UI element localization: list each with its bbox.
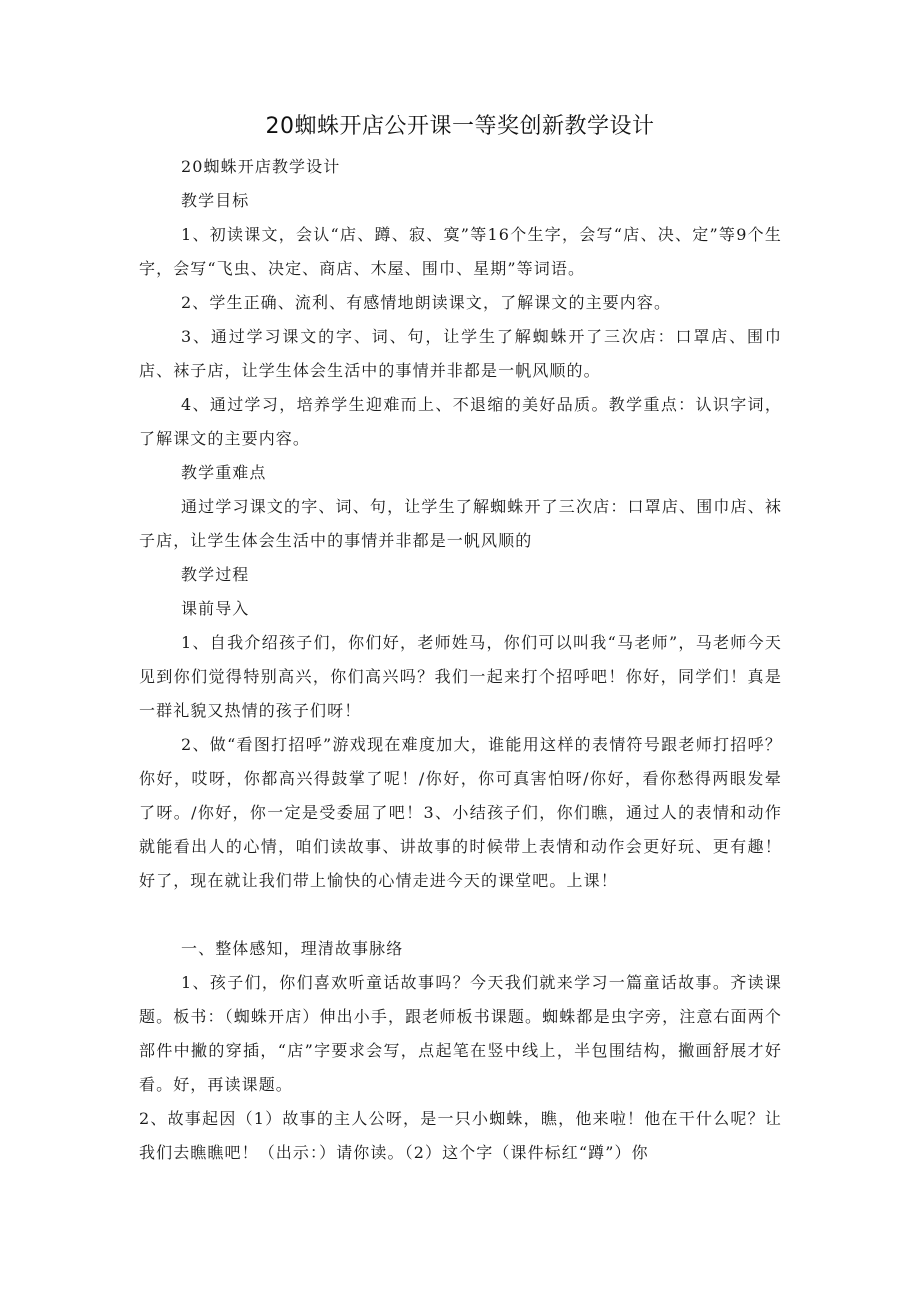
goal-2: 2、学生正确、流利、有感情地朗读课文，了解课文的主要内容。 [181, 293, 672, 312]
process-heading: 教学过程 [181, 565, 250, 584]
section-1-heading: 一、整体感知，理清故事脉络 [181, 939, 404, 958]
difficulty-heading: 教学重难点 [181, 463, 267, 482]
intro-paragraph-1: 1、自我介绍孩子们，你们好，老师姓马，你们可以叫我“马老师”，马老师今天见到你们觉得特别高兴，你们高兴吗？我们一起来打个招呼吧！你好，同学们！真是一群礼貌又热情的孩子们呀！ [139, 633, 782, 720]
goals-heading: 教学目标 [181, 191, 250, 210]
intro-paragraph-2: 2、做“看图打招呼”游戏现在难度加大，谁能用这样的表情符号跟老师打招呼？你好，哎呀，你都高兴得鼓掌了呢！/你好，你可真害怕呀/你好，看你愁得两眼发晕了呀。/你好，你一定是受委屈了吧！3、小结孩子们，你们瞧，通过人的表情和动作就能看出人的心情，咱们读故事、讲故事的时候带上表情和动作会更好玩、更有趣！好了，现在就让我们带上愉快的心情走进今天的课堂吧。上课！ [139, 735, 782, 890]
difficulty-text: 通过学习课文的字、词、句，让学生了解蜘蛛开了三次店：口罩店、围巾店、袜子店，让学生体会生活中的事情并非都是一帆风顺的 [139, 497, 782, 550]
section-1-paragraph-2: 2、故事起因（1）故事的主人公呀，是一只小蜘蛛，瞧，他来啦！他在干什么呢？让我们去瞧瞧吧！（出示：）请你读。（2）这个字（课件标红“蹲”）你 [139, 1109, 782, 1162]
goal-3: 3、通过学习课文的字、词、句，让学生了解蜘蛛开了三次店：口罩店、围巾店、袜子店，让学生体会生活中的事情并非都是一帆风顺的。 [139, 327, 782, 380]
goal-1: 1、初读课文，会认“店、蹲、寂、寞”等16个生字，会写“店、决、定”等9个生字，会写“飞虫、决定、商店、木屋、围巾、星期”等词语。 [139, 225, 782, 278]
subtitle: 20蜘蛛开店教学设计 [181, 157, 341, 176]
section-1-paragraph-1: 1、孩子们，你们喜欢听童话故事吗？今天我们就来学习一篇童话故事。齐读课题。板书：（蜘蛛开店）伸出小手，跟老师板书课题。蜘蛛都是虫字旁，注意右面两个部件中撇的穿插，“店”字要求会写，点起笔在竖中线上，半包围结构，撇画舒展才好看。好，再读课题。 [139, 973, 782, 1094]
intro-heading: 课前导入 [181, 599, 250, 618]
document-title: 20蜘蛛开店公开课一等奖创新教学设计 [265, 114, 655, 139]
goal-4: 4、通过学习，培养学生迎难而上、不退缩的美好品质。教学重点：认识字词，了解课文的主要内容。 [139, 395, 782, 448]
